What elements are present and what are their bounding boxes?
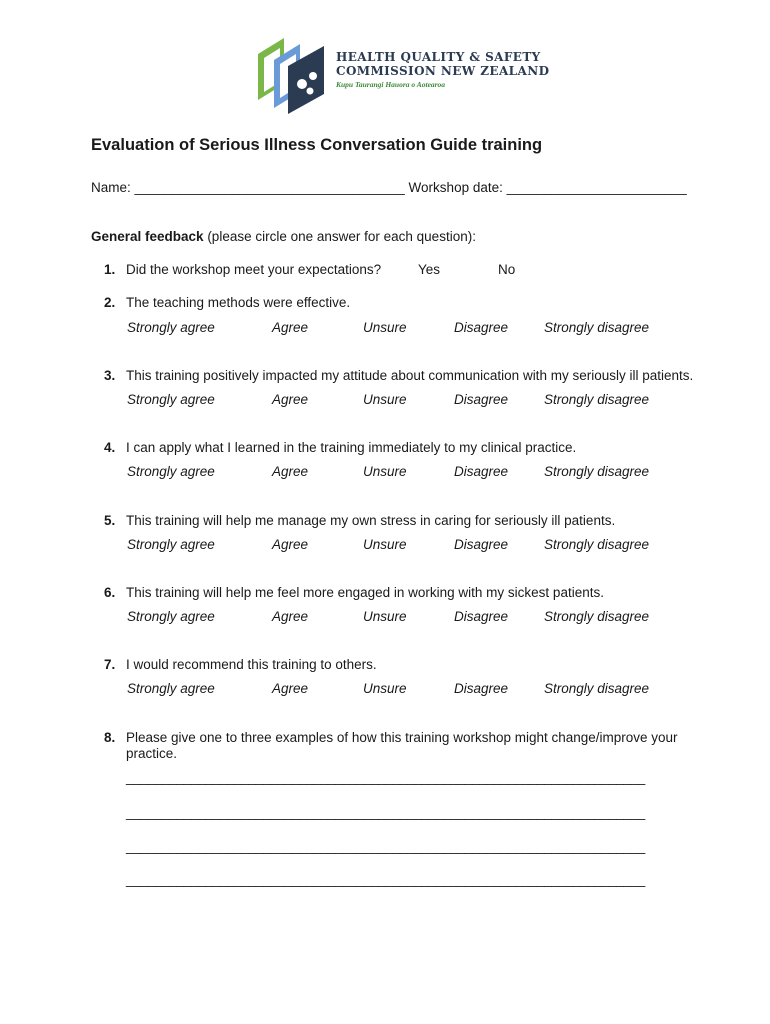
question-text: This training positively impacted my attitude about communication with my seriously ill patients.: [126, 368, 694, 383]
option-disagree[interactable]: Disagree: [454, 537, 509, 552]
option-strongly-agree[interactable]: Strongly agree: [127, 464, 215, 479]
option-strongly-disagree[interactable]: Strongly disagree: [544, 392, 650, 407]
option-strongly-disagree[interactable]: Strongly disagree: [544, 681, 650, 696]
option-strongly-disagree[interactable]: Strongly disagree: [544, 464, 650, 479]
org-tagline: Kupu Taurangi Hauora o Aotearoa: [336, 80, 446, 89]
option-disagree[interactable]: Disagree: [454, 609, 509, 624]
question-6: [104, 585, 604, 600]
question-text: This training will help me feel more engaged in working with my sickest patients.: [126, 585, 604, 600]
question-text: Please give one to three examples of how this training workshop might change/improve your practice.: [126, 730, 678, 761]
option-disagree[interactable]: Disagree: [454, 392, 509, 407]
question-number: 4.: [104, 440, 116, 455]
general-feedback-label: General feedback: [91, 229, 204, 244]
option-agree[interactable]: Agree: [272, 464, 309, 479]
question-text: This training will help me manage my own stress in caring for seriously ill patients.: [126, 513, 616, 528]
answer-yes[interactable]: Yes: [418, 262, 441, 277]
option-strongly-disagree[interactable]: Strongly disagree: [544, 537, 650, 552]
commission-logo: [252, 34, 550, 114]
option-disagree[interactable]: Disagree: [454, 681, 509, 696]
name-workshop-date-fields[interactable]: Name: ____________________________________ Workshop date: ________________________: [91, 180, 687, 195]
option-disagree[interactable]: Disagree: [454, 464, 509, 479]
option-strongly-agree[interactable]: Strongly agree: [127, 537, 215, 552]
org-name-line2: COMMISSION NEW ZEALAND: [336, 64, 550, 78]
option-unsure[interactable]: Unsure: [363, 464, 407, 479]
option-unsure[interactable]: Unsure: [363, 681, 407, 696]
general-feedback-instruction: (please circle one answer for each question):: [203, 229, 476, 244]
option-agree[interactable]: Agree: [272, 320, 309, 335]
question-number: 7.: [104, 657, 116, 672]
option-strongly-agree[interactable]: Strongly agree: [127, 609, 215, 624]
option-agree[interactable]: Agree: [272, 392, 309, 407]
answer-line-2[interactable]: ________________________________________________________________________: [126, 805, 645, 820]
option-unsure[interactable]: Unsure: [363, 320, 407, 335]
answer-line-4[interactable]: ________________________________________________________________________: [126, 872, 645, 887]
general-feedback-heading: [91, 229, 476, 244]
option-unsure[interactable]: Unsure: [363, 537, 407, 552]
question-text: I would recommend this training to others.: [126, 657, 377, 672]
option-agree[interactable]: Agree: [272, 609, 309, 624]
answer-line-1[interactable]: ________________________________________________________________________: [126, 770, 645, 785]
option-unsure[interactable]: Unsure: [363, 392, 407, 407]
option-strongly-disagree[interactable]: Strongly disagree: [544, 320, 650, 335]
org-name-line1: HEALTH QUALITY & SAFETY: [336, 50, 541, 64]
question-number: 5.: [104, 513, 116, 528]
question-text: The teaching methods were effective.: [126, 295, 351, 310]
question-8: [104, 730, 724, 762]
question-7: [104, 657, 377, 672]
logo-mark-icon: [252, 34, 332, 114]
question-number: 6.: [104, 585, 116, 600]
question-number: 2.: [104, 295, 116, 310]
option-strongly-disagree[interactable]: Strongly disagree: [544, 609, 650, 624]
question-number: 1.: [104, 262, 116, 277]
option-strongly-agree[interactable]: Strongly agree: [127, 320, 215, 335]
question-1: [104, 262, 381, 277]
option-unsure[interactable]: Unsure: [363, 609, 407, 624]
question-number: 8.: [104, 730, 116, 745]
option-agree[interactable]: Agree: [272, 681, 309, 696]
question-number: 3.: [104, 368, 116, 383]
form-title: Evaluation of Serious Illness Conversation Guide training: [91, 136, 543, 154]
answer-no[interactable]: No: [498, 262, 516, 277]
option-strongly-agree[interactable]: Strongly agree: [127, 392, 215, 407]
question-text: Did the workshop meet your expectations?: [126, 262, 382, 277]
question-4: [104, 440, 576, 455]
question-text: I can apply what I learned in the training immediately to my clinical practice.: [126, 440, 577, 455]
answer-line-3[interactable]: ________________________________________________________________________: [126, 839, 645, 854]
option-strongly-agree[interactable]: Strongly agree: [127, 681, 215, 696]
question-3: [104, 368, 693, 383]
question-5: [104, 513, 615, 528]
question-2: [104, 295, 350, 310]
option-disagree[interactable]: Disagree: [454, 320, 509, 335]
option-agree[interactable]: Agree: [272, 537, 309, 552]
